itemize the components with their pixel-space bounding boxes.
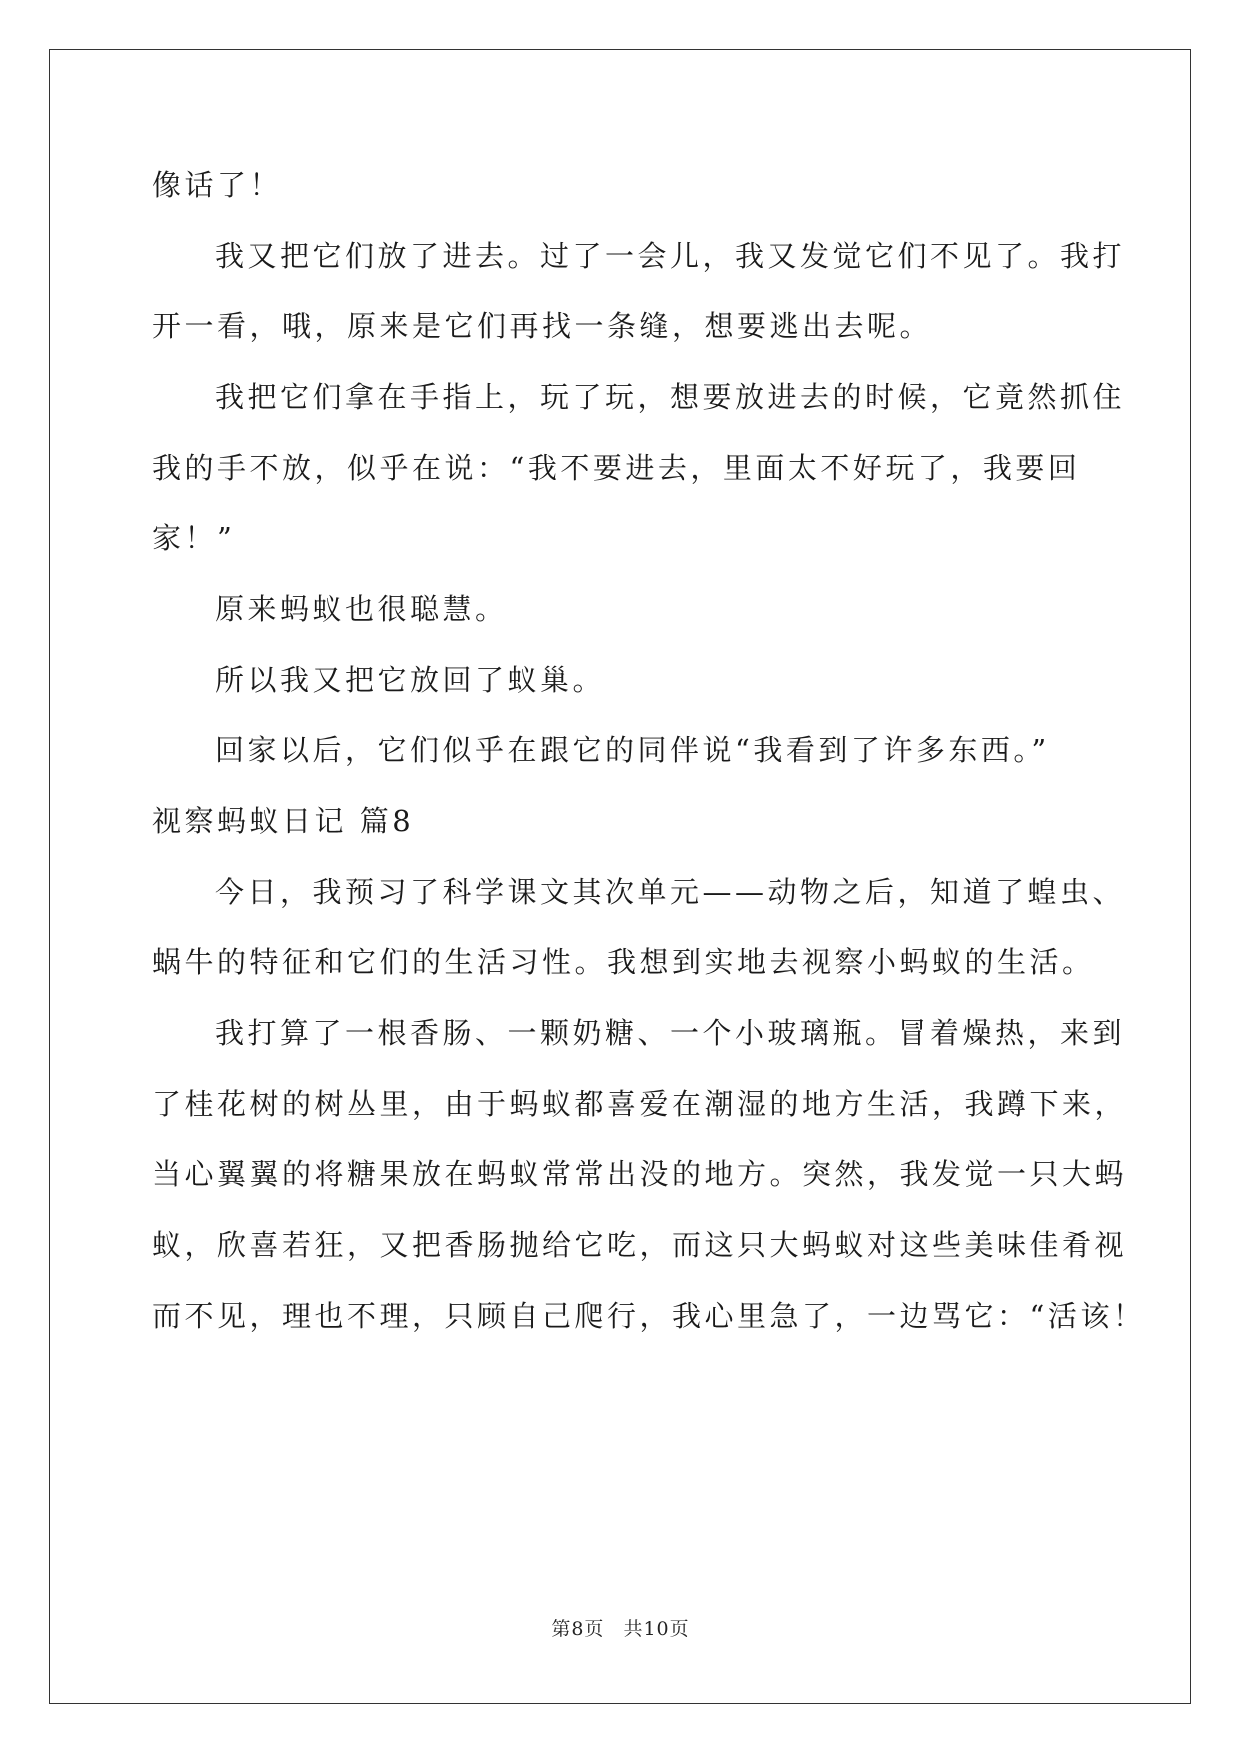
page-number: 第8页 [551,1618,605,1640]
paragraph-start: 今日，我预习了科学课文其次单元——动物之后，知道了蝗虫、 [215,875,1126,909]
text-line: 家！” [152,521,236,555]
text-line: 蚁，欣喜若狂，又把香肠抛给它吃，而这只大蚂蚁对这些美味佳肴视 [152,1228,1128,1262]
paragraph-start: 原来蚂蚁也很聪慧。 [215,592,508,626]
paragraph-start: 所以我又把它放回了蚁巢。 [215,663,606,697]
page-footer [0,1617,1241,1641]
text-line: 我的手不放，似乎在说：“我不要进去，里面太不好玩了，我要回 [152,451,1081,485]
text-line: 像话了！ [152,168,283,202]
text-line: 蜗牛的特征和它们的生活习性。我想到实地去视察小蚂蚁的生活。 [152,945,1095,979]
paragraph-start: 我把它们拿在手指上，玩了玩，想要放进去的时候，它竟然抓住 [215,380,1126,414]
section-heading: 视察蚂蚁日记 篇8 [152,804,415,838]
text-line: 开一看，哦，原来是它们再找一条缝，想要逃出去呢。 [152,309,933,343]
paragraph-start: 我又把它们放了进去。过了一会儿，我又发觉它们不见了。我打 [215,239,1126,273]
paragraph-start: 我打算了一根香肠、一颗奶糖、一个小玻璃瓶。冒着燥热，来到 [215,1016,1126,1050]
page-total: 共10页 [623,1618,690,1640]
paragraph-start: 回家以后，它们似乎在跟它的同伴说“我看到了许多东西。” [215,733,1050,767]
text-line: 了桂花树的树丛里，由于蚂蚁都喜爱在潮湿的地方生活，我蹲下来， [152,1087,1128,1121]
text-line: 而不见，理也不理，只顾自己爬行，我心里急了，一边骂它：“活该！ [152,1299,1146,1333]
text-line: 当心翼翼的将糖果放在蚂蚁常常出没的地方。突然，我发觉一只大蚂 [152,1157,1128,1191]
